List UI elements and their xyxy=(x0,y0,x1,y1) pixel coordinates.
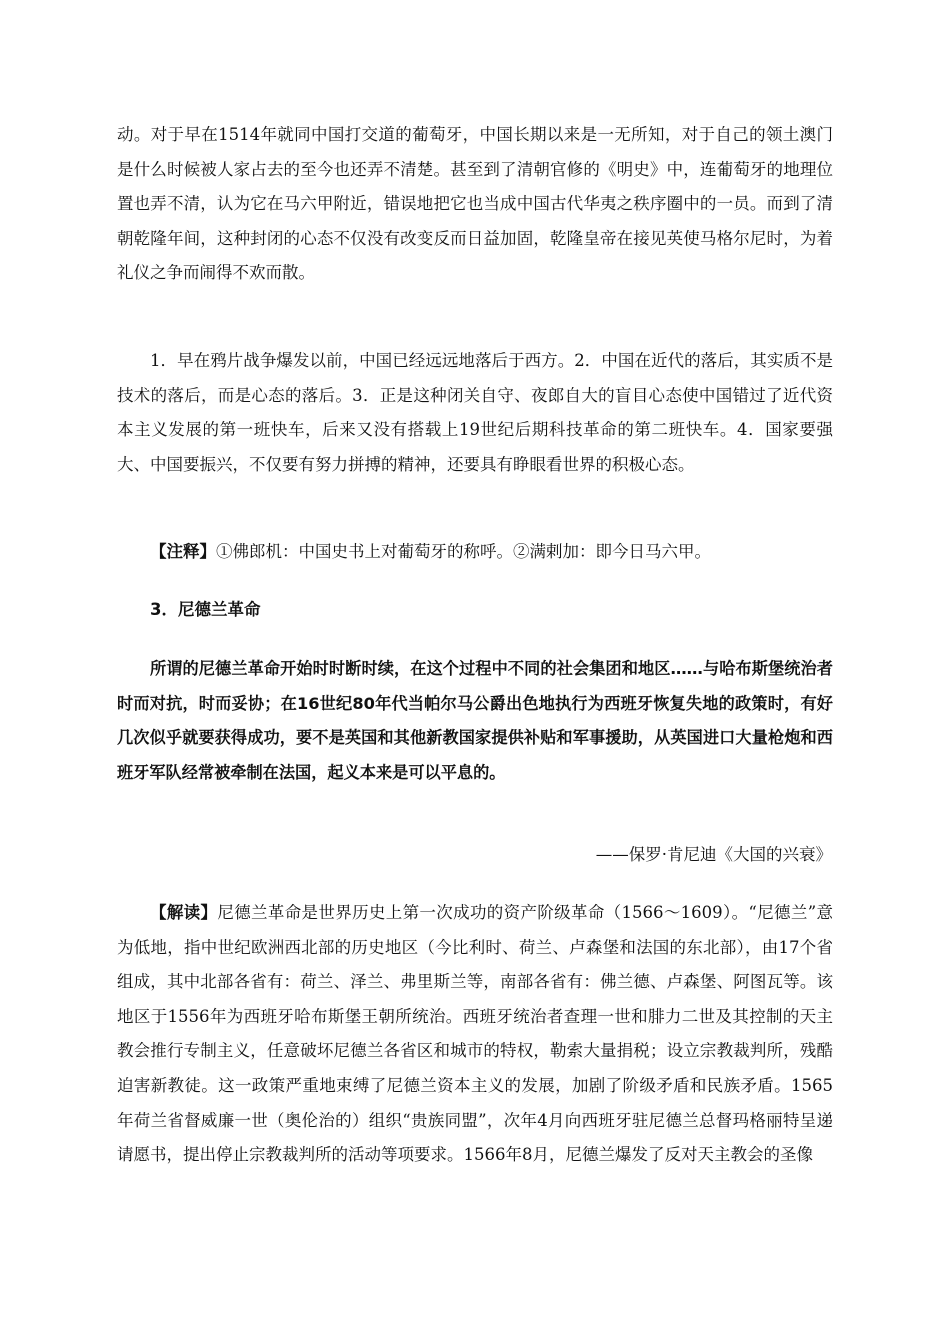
quote-paragraph: 所谓的尼德兰革命开始时时断时续，在这个过程中不同的社会集团和地区……与哈布斯堡统治者时而对抗，时而妥协；在16世纪80年代当帕尔马公爵出色地执行为西班牙恢复失地的政策时，有好几次似乎就要获得成功，要不是英国和其他新教国家提供补贴和军事援助，从英国进口大量枪炮和西班牙军队经常被牵制在法国，起义本来是可以平息的。 xyxy=(117,659,833,782)
section-heading: 3．尼德兰革命 xyxy=(150,600,261,619)
note-paragraph xyxy=(117,535,833,570)
summary-paragraph: 1．早在鸦片战争爆发以前，中国已经远远地落后于西方。2．中国在近代的落后，其实质不是技术的落后，而是心态的落后。3．正是这种闭关自守、夜郎自大的盲目心态使中国错过了近代资本主义发展的第一班快车，后来又没有搭载上19世纪后期科技革命的第二班快车。4．国家要强大、中国要振兴，不仅要有努力拼搏的精神，还要具有睁眼看世界的积极心态。 xyxy=(117,351,833,474)
interpretation-text: 尼德兰革命是世界历史上第一次成功的资产阶级革命（1566～1609）。“尼德兰”意为低地，指中世纪欧洲西北部的历史地区（今比利时、荷兰、卢森堡和法国的东北部），由17个省组成，其中北部各省有：荷兰、泽兰、弗里斯兰等，南部各省有：佛兰德、卢森堡、阿图瓦等。该地区于1556年为西班牙哈布斯堡王朝所统治。西班牙统治者查理一世和腓力二世及其控制的天主教会推行专制主义，任意破坏尼德兰各省区和城市的特权，勒索大量捐税；设立宗教裁判所，残酷迫害新教徒。这一政策严重地束缚了尼德兰资本主义的发展，加剧了阶级矛盾和民族矛盾。1565年荷兰省督威廉一世（奥伦治的）组织“贵族同盟”，次年4月向西班牙驻尼德兰总督玛格丽特呈递请愿书，提出停止宗教裁判所的活动等项要求。1566年8月，尼德兰爆发了反对天主教会的圣像 xyxy=(117,903,833,1165)
quote-attribution: ——保罗·肯尼迪《大国的兴衰》 xyxy=(595,845,832,864)
paragraph-continuation: 动。对于早在1514年就同中国打交道的葡萄牙，中国长期以来是一无所知，对于自己的领土澳门是什么时候被人家占去的至今也还弄不清楚。甚至到了清朝官修的《明史》中，连葡萄牙的地理位置也弄不清，认为它在马六甲附近，错误地把它也当成中国古代华夷之秩序圈中的一员。而到了清朝乾隆年间，这种封闭的心态不仅没有改变反而日益加固，乾隆皇帝在接见英使马格尔尼时，为着礼仪之争而闹得不欢而散。 xyxy=(117,125,833,283)
note-label: 【注释】 xyxy=(150,542,216,561)
interpretation-paragraph xyxy=(117,896,833,1173)
note-text: ①佛郎机：中国史书上对葡萄牙的称呼。②满剌加：即今日马六甲。 xyxy=(216,542,711,561)
interpretation-label: 【解读】 xyxy=(150,903,218,922)
